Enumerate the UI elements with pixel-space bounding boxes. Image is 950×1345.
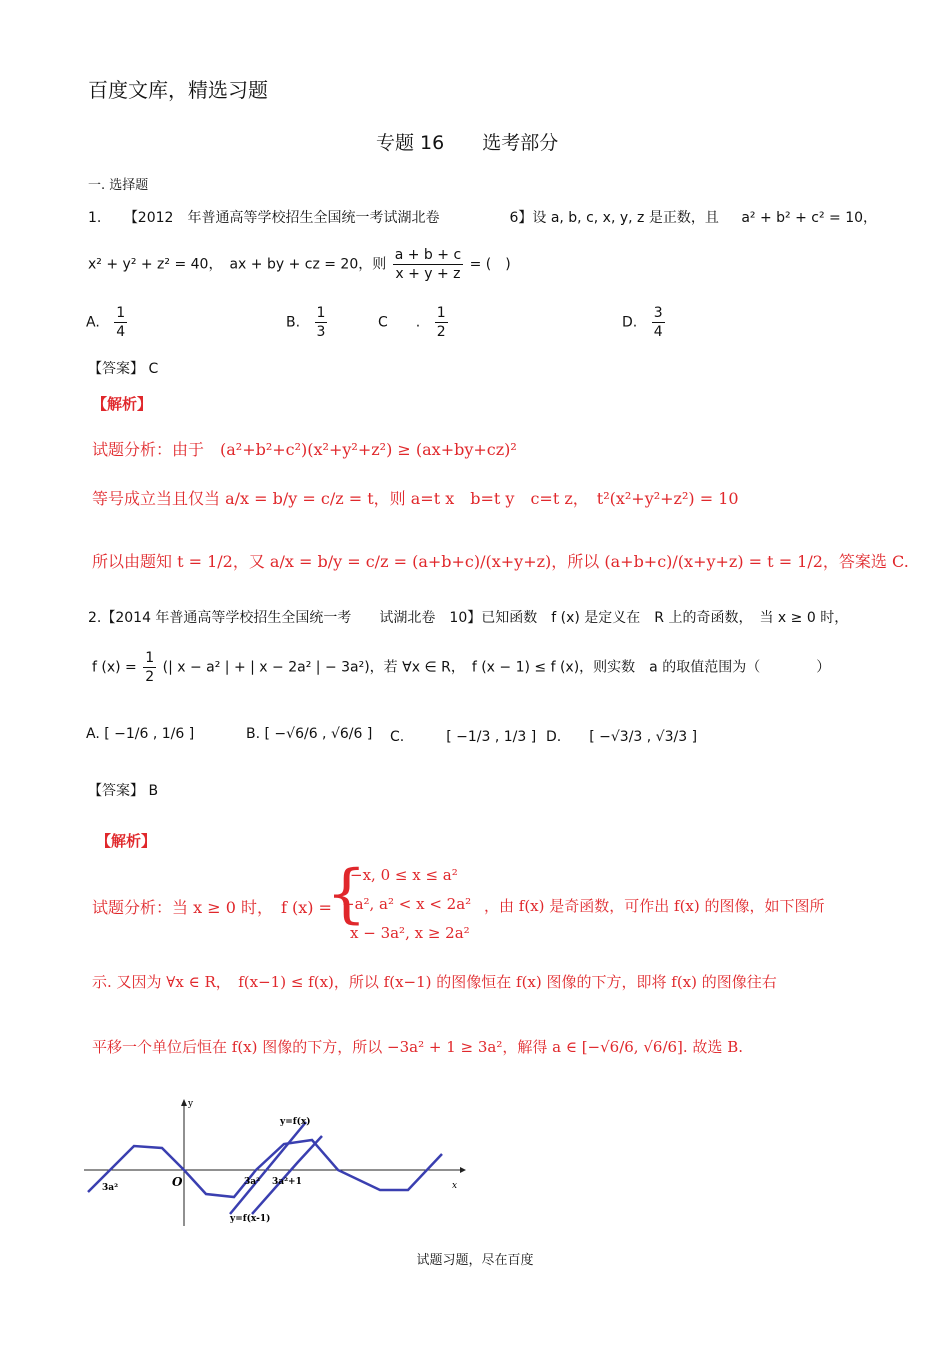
q1-line1: [88, 207, 877, 227]
y-axis-arrow: [181, 1099, 187, 1106]
q1-option-a: A. $\frac{1}{4}$: [86, 305, 126, 340]
page-header: 百度文库，精选习题: [88, 78, 268, 102]
q2-answer: 【答案】 B: [88, 783, 159, 799]
q2-analysis-line1a: 试题分析：当 x ≥ 0 时， f (x) =: [92, 898, 332, 917]
q2-option-b: B. [ −√6/6 , √6/6 ]: [246, 726, 373, 742]
q2-option-d: D. [ −√3/3 , √3/3 ]: [546, 729, 698, 745]
page-footer: 试题习题，尽在百度: [416, 1253, 534, 1268]
q2-analysis-label: 【解析】: [96, 832, 157, 850]
piecewise-case1: −x, 0 ≤ x ≤ a²: [350, 866, 458, 884]
q1-option-c: C . $\frac{1}{2}$: [378, 305, 446, 340]
q1-answer: 【答案】 C: [88, 361, 159, 377]
neg-3a2-label: 3a²: [102, 1183, 119, 1193]
q2-stem-line2: f (x) = $\frac{1}{2}$ (| x − a² | + | x − 2a² | − 3a²)，若 ∀x ∈ R， f (x − 1) ≤ f (x)，则实数 a 的取值范围为（ ）: [92, 650, 831, 685]
q2-analysis-line3: 平移一个单位后恒在 f(x) 图像的下方，所以 −3a² + 1 ≥ 3a²，解得 a ∈ [−√6/6, √6/6]. 故选 B.: [92, 1038, 743, 1056]
q2-stem-line1: 2.【2014 年普通高等学校招生全国统一考 试湖北卷 10】已知函数 f (x) 是定义在 R 上的奇函数， 当 x ≥ 0 时，: [88, 610, 849, 626]
q1-analysis-label: 【解析】: [92, 395, 153, 413]
q1-analysis-line3: 所以由题知 t = 1/2，又 a/x = b/y = c/z = (a+b+c)/(x+y+z)，所以 (a+b+c)/(x+y+z) = t = 1/2，答案选 C.: [92, 552, 909, 571]
pos-3a2-label: 3a²: [244, 1177, 261, 1187]
x-axis-arrow: [460, 1167, 466, 1173]
curve-fx: [88, 1140, 442, 1197]
fx-shift-label: y=f(x-1): [230, 1214, 271, 1224]
q1-vars: a, b, c, x, y, z 是正数，且: [550, 210, 719, 226]
q1-line2: [88, 246, 511, 283]
section-heading: 一. 选择题: [88, 178, 149, 193]
piecewise-brace: {: [326, 857, 367, 931]
origin-label: O: [172, 1175, 183, 1189]
q1-option-b: B. $\frac{1}{3}$: [286, 305, 326, 340]
q1-cond1: a² + b² + c² = 10，: [741, 210, 878, 226]
curve-fx-shift-upper: [230, 1122, 306, 1214]
q1-option-d: D. $\frac{3}{4}$: [622, 305, 663, 340]
page-title: 专题 16 选考部分: [376, 132, 559, 154]
q1-number: 1.: [88, 210, 102, 226]
x-axis-label: x: [452, 1181, 458, 1191]
q1-analysis-line2: 等号成立当且仅当 a/x = b/y = c/z = t，则 a=t x b=t y c=t z， t²(x²+y²+z²) = 10: [92, 489, 739, 508]
q1-cond2: x² + y² + z² = 40， ax + by + cz = 20，则: [88, 256, 387, 273]
piecewise-case2: −a², a² < x < 2a²: [342, 895, 472, 913]
fx-label: y=f(x): [280, 1117, 311, 1127]
function-graph: [84, 1094, 468, 1230]
q2-analysis-line1b: ，由 f(x) 是奇函数，可作出 f(x) 的图像，如下图所: [484, 897, 825, 915]
q1-analysis-line1: 试题分析：由于 (a²+b²+c²)(x²+y²+z²) ≥ (ax+by+cz)²: [92, 440, 517, 459]
q2-analysis-line2: 示. 又因为 ∀x ∈ R， f(x−1) ≤ f(x)，所以 f(x−1) 的图像恒在 f(x) 图像的下方，即将 f(x) 的图像往右: [92, 973, 777, 991]
pos-3a2-plus1-label: 3a²+1: [272, 1177, 302, 1187]
q2-option-c: C. [ −1/3 , 1/3 ]: [390, 729, 537, 745]
q1-blank: = ( ): [469, 256, 511, 273]
q2-option-a: A. [ −1/6 , 1/6 ]: [86, 726, 195, 742]
piecewise-case3: x − 3a², x ≥ 2a²: [350, 924, 470, 942]
q1-fraction: $\frac{a + b + c}{x + y + z}$: [394, 247, 462, 282]
y-axis-label: y: [188, 1099, 194, 1109]
q1-source: 【2012 年普通高等学校招生全国统一考试湖北卷 6】设: [123, 210, 547, 226]
